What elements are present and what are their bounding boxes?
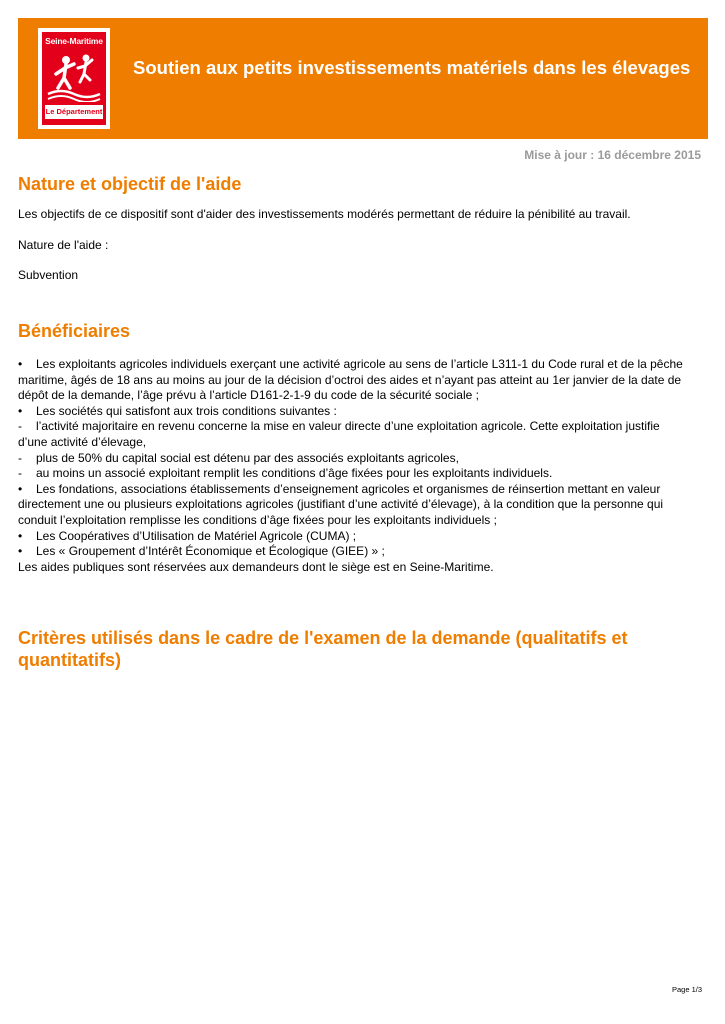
page-header xyxy=(18,18,708,139)
list-item: - au moins un associé exploitant remplit les conditions d’âge fixées pour les exploitants individuels. xyxy=(18,466,553,481)
list-item: maritime, âgés de 18 ans au moins au jour de la décision d’octroi des aides et n’ayant pas atteint au 1er janvier de la date de xyxy=(18,372,682,387)
list-item: conduit l’exploitation remplisse les conditions d’âge fixées pour les exploitants individuels ; xyxy=(18,512,497,527)
page-number: Page 1/3 xyxy=(671,985,702,994)
logo-bottom-text: Le Département xyxy=(45,105,103,119)
logo-figures-icon xyxy=(46,52,102,102)
section-nature-heading: Nature et objectif de l'aide xyxy=(18,174,242,194)
list-item: directement une ou plusieurs exploitations agricoles (justifiant d’une activité d’élevage), à la condition que la personne qui xyxy=(18,497,664,512)
section-nature-type-value: Subvention xyxy=(18,268,79,282)
update-date: Mise à jour : 16 décembre 2015 xyxy=(524,148,701,162)
logo-red-panel xyxy=(42,32,106,125)
list-item: dépôt de la demande, l’âge prévu à l’article D161-2-1-9 du code de la sécurité sociale ; xyxy=(18,388,479,403)
section-nature-objective: Les objectifs de ce dispositif sont d'aider des investissements modérés permettant de réduire la pénibilité au travail. xyxy=(18,207,631,221)
list-item: Les aides publiques sont réservées aux demandeurs dont le siège est en Seine-Maritime. xyxy=(18,559,494,574)
logo-top-text: Seine-Maritime xyxy=(45,36,103,46)
list-item: • Les « Groupement d’Intérêt Économique et Écologique (GIEE) » ; xyxy=(18,544,385,559)
list-item: - plus de 50% du capital social est détenu par des associés exploitants agricoles, xyxy=(18,450,459,465)
list-item: • Les exploitants agricoles individuels exerçant une activité agricole au sens de l’article L311-1 du Code rural et de la pêche xyxy=(18,357,683,371)
list-item: • Les sociétés qui satisfont aux trois conditions suivantes : xyxy=(18,403,337,418)
section-criteres-heading: Critères utilisés dans le cadre de l'examen de la demande (qualitatifs et quantitatifs) xyxy=(18,628,628,670)
beneficiaires-list xyxy=(18,357,698,575)
section-nature-type-label: Nature de l'aide : xyxy=(18,238,109,252)
list-item: d’une activité d’élevage, xyxy=(18,434,147,449)
list-item: - l’activité majoritaire en revenu concerne la mise en valeur directe d’une exploitation agricole. Cette exploitation justifie xyxy=(18,419,660,434)
seine-maritime-logo xyxy=(38,28,110,129)
page-title: Soutien aux petits investissements matériels dans les élevages xyxy=(133,57,691,78)
section-beneficiaires-heading: Bénéficiaires xyxy=(18,321,131,341)
list-item: • Les Coopératives d’Utilisation de Matériel Agricole (CUMA) ; xyxy=(18,528,357,543)
list-item: • Les fondations, associations établissements d’enseignement agricoles et organismes de réinsertion mettant en valeur xyxy=(18,481,661,496)
